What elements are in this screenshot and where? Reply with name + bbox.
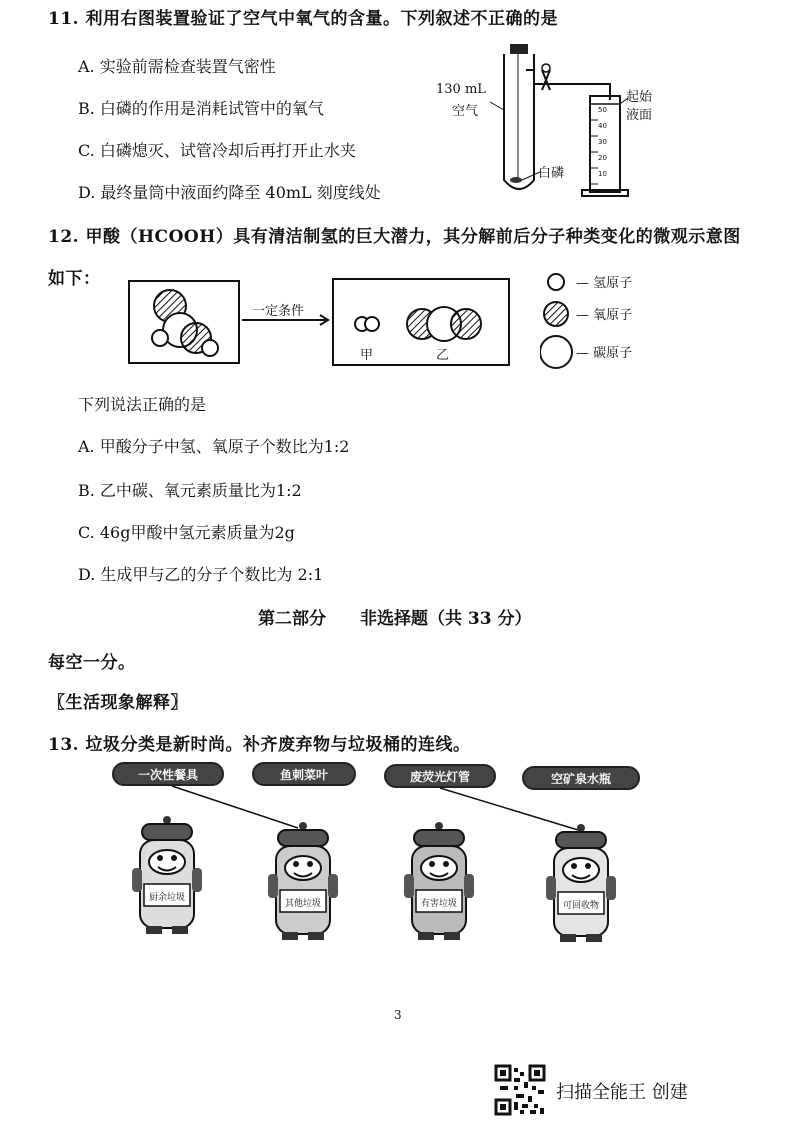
q11-option-d: D. 最终量筒中液面约降至 40mL 刻度线处 xyxy=(78,183,381,202)
q11-stem: 11. 利用右图装置验证了空气中氧气的含量。下列叙述不正确的是 xyxy=(48,9,558,29)
tick-50: 50 xyxy=(598,106,607,114)
legend-hydrogen: — 氢原子 xyxy=(576,276,633,291)
tick-20: 20 xyxy=(598,154,607,162)
bin-hazardous-waste[interactable] xyxy=(404,818,474,942)
trash-bin-icon xyxy=(404,818,474,942)
q12-option-a: A. 甲酸分子中氢、氧原子个数比为1:2 xyxy=(78,437,350,456)
air-volume-label: 130 mL xyxy=(436,82,486,97)
waste-item-fluorescent-tube[interactable]: 废荧光灯管 xyxy=(384,764,496,788)
tick-40: 40 xyxy=(598,122,607,130)
product-b-label: 乙 xyxy=(436,348,450,363)
q12-lead: 下列说法正确的是 xyxy=(78,395,207,414)
scanner-watermark: 扫描全能王 创建 xyxy=(556,1082,688,1103)
bin-label-recyclable: 可回收物 xyxy=(562,901,599,911)
bin-label-kitchen: 厨余垃圾 xyxy=(148,893,185,903)
waste-item-disposable-tableware[interactable]: 一次性餐具 xyxy=(112,762,224,786)
product-a-label: 甲 xyxy=(360,348,374,363)
bin-other-waste[interactable] xyxy=(268,818,338,942)
q12-stem-line2: 如下： xyxy=(48,269,101,289)
trash-bin-icon xyxy=(132,812,202,936)
bin-kitchen-waste[interactable] xyxy=(132,812,202,936)
q12-stem-line1: 12. 甲酸（HCOOH）具有清洁制氢的巨大潜力，其分解前后分子种类变化的微观示意图 xyxy=(48,227,741,247)
waste-item-water-bottle[interactable]: 空矿泉水瓶 xyxy=(522,766,640,790)
air-label: 空气 xyxy=(452,104,479,119)
start-level-label-2: 液面 xyxy=(626,108,653,123)
q11-option-a: A. 实验前需检查装置气密性 xyxy=(78,57,276,76)
trash-bin-icon xyxy=(546,820,616,944)
page-number: 3 xyxy=(394,1008,402,1022)
q12-option-d: D. 生成甲与乙的分子个数比为 2:1 xyxy=(78,565,324,584)
q11-option-c: C. 白磷熄灭、试管冷却后再打开止水夹 xyxy=(78,141,356,160)
qr-code-icon xyxy=(494,1064,546,1116)
tick-10: 10 xyxy=(598,170,607,178)
tick-30: 30 xyxy=(598,138,607,146)
part2-subsection: 〖生活现象解释〗 xyxy=(48,693,188,713)
bin-recyclable[interactable] xyxy=(546,820,616,944)
q13-stem: 13. 垃圾分类是新时尚。补齐废弃物与垃圾桶的连线。 xyxy=(48,735,471,755)
condition-label: 一定条件 xyxy=(252,304,305,319)
q12-option-b: B. 乙中碳、氧元素质量比为1:2 xyxy=(78,481,302,500)
legend-carbon: — 碳原子 xyxy=(576,346,633,361)
q11-option-b: B. 白磷的作用是消耗试管中的氧气 xyxy=(78,99,324,118)
start-level-label-1: 起始 xyxy=(626,90,653,105)
phosphorus-label: 白磷 xyxy=(538,166,565,181)
part2-title: 第二部分 非选择题（共 33 分） xyxy=(258,609,532,629)
q12-option-c: C. 46g甲酸中氢元素质量为2g xyxy=(78,523,295,542)
legend-oxygen: — 氧原子 xyxy=(576,308,633,323)
part2-note: 每空一分。 xyxy=(48,653,136,673)
waste-item-fish-bones-leaves[interactable]: 鱼刺菜叶 xyxy=(252,762,356,786)
bin-label-hazardous: 有害垃圾 xyxy=(420,899,457,909)
bin-label-other: 其他垃圾 xyxy=(284,899,321,909)
trash-bin-icon xyxy=(268,818,338,942)
